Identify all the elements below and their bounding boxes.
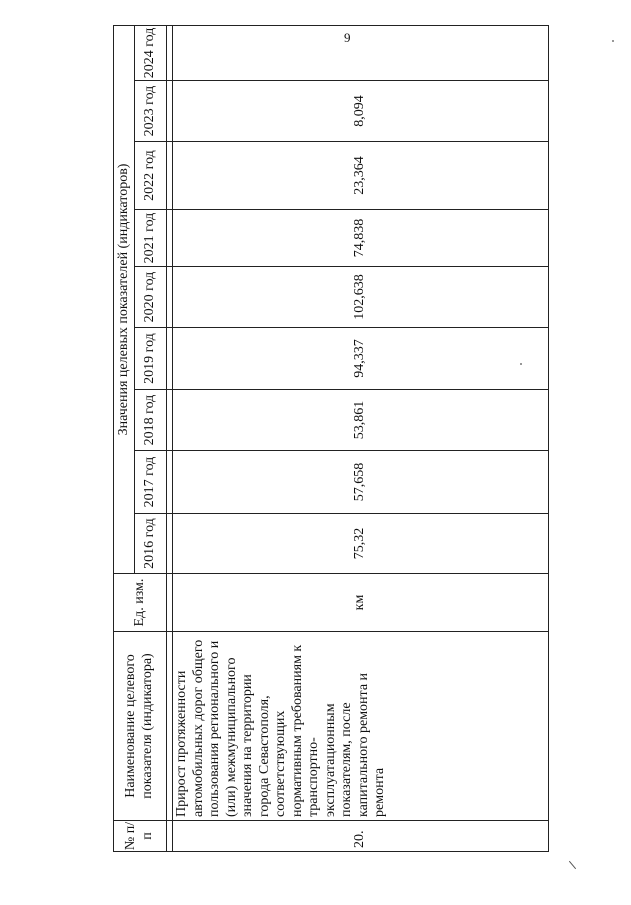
header-year: 2016 год xyxy=(135,514,167,574)
indicators-table xyxy=(113,25,549,852)
scan-mark xyxy=(569,861,576,869)
header-unit: Ед. изм. xyxy=(114,574,167,632)
row-value: 53,861 xyxy=(173,390,549,451)
header-year: 2020 год xyxy=(135,267,167,328)
row-value: 94,337 xyxy=(173,328,549,390)
row-value xyxy=(173,25,549,80)
row-value: 23,364 xyxy=(173,142,549,210)
header-year: 2023 год xyxy=(135,81,167,142)
row-value: 8,094 xyxy=(173,81,549,142)
row-value: 57,658 xyxy=(173,451,549,514)
row-value: 75,32 xyxy=(173,514,549,574)
table-row xyxy=(173,25,549,851)
row-unit: км xyxy=(173,574,549,632)
header-year: 2022 год xyxy=(135,142,167,210)
page-number: 9 xyxy=(344,30,351,45)
header-indicator-name: Наименование целевого показателя (индикатора) xyxy=(114,632,167,821)
header-number: № п/п xyxy=(114,821,167,852)
scan-speck xyxy=(612,40,614,42)
row-indicator-name: Прирост протяженности автомобильных дорог общего пользования регионального и (или) межмуниципального значения на территории города Севастополя, соответствующих нормативным требованиям к транспортно-эксплуатационным показателям, после капитального ремонта и ремонта xyxy=(173,632,549,821)
header-values-group: Значения целевых показателей (индикаторов) xyxy=(114,25,135,573)
header-year: 2017 год xyxy=(135,451,167,514)
table-container xyxy=(113,27,549,852)
header-year: 2021 год xyxy=(135,210,167,267)
header-year: 2024 год xyxy=(135,25,167,80)
row-value: 102,638 xyxy=(173,267,549,328)
header-year: 2018 год xyxy=(135,390,167,451)
row-value: 74,838 xyxy=(173,210,549,267)
row-number: 20. xyxy=(173,821,549,852)
header-year: 2019 год xyxy=(135,328,167,390)
